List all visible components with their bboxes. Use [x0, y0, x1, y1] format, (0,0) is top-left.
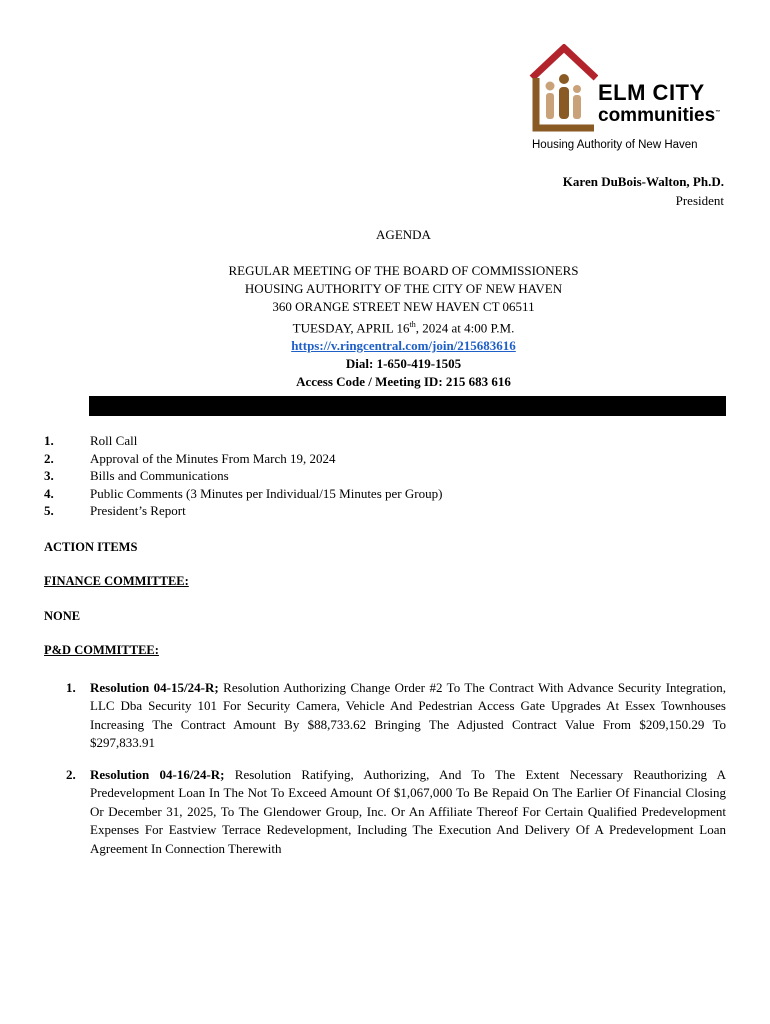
trademark-mark: ™: [715, 109, 721, 116]
logo-tagline: Housing Authority of New Haven: [532, 139, 698, 151]
resolution-label: Resolution 04-15/24-R;: [90, 680, 219, 695]
dial-in: Dial: 1-650-419-1505: [345, 356, 462, 372]
meeting-details: [0, 262, 770, 391]
house-logo-icon: [528, 44, 598, 134]
elm-city-logo: [528, 44, 728, 156]
list-item: 1. Roll Call: [44, 433, 138, 448]
pd-committee-heading: P&D COMMITTEE:: [44, 643, 159, 657]
list-item: 4. Public Comments (3 Minutes per Individual/15 Minutes per Group): [44, 485, 443, 501]
president-name: Karen DuBois-Walton, Ph.D.: [562, 174, 724, 189]
meeting-address: 360 ORANGE STREET NEW HAVEN CT 06511: [272, 299, 535, 314]
resolution-label: Resolution 04-16/24-R;: [90, 767, 225, 782]
list-item: 3. Bills and Communications: [44, 468, 229, 484]
president-title: President: [675, 193, 724, 208]
meeting-link[interactable]: https://v.ringcentral.com/join/215683616: [291, 338, 516, 354]
finance-none: NONE: [44, 609, 81, 623]
meeting-line-2: HOUSING AUTHORITY OF THE CITY OF NEW HAVEN: [244, 281, 563, 296]
president-block: [563, 172, 724, 210]
resolution-item: 1. Resolution 04-15/24-R; Resolution Authorizing Change Order #2 To The Contract With Advance Security Integration, LLC Dba Security 101 For Security Camera, Vehicle And Pedestrian Access Gate Upgrades At Essex Townhouses Increasing The Contract Amount By $88,733.62 Bringing The Adjusted Contract Value From $209,150.29 To $297,833.91: [66, 680, 727, 751]
access-code: Access Code / Meeting ID: 215 683 616: [296, 374, 511, 390]
action-items-heading: ACTION ITEMS: [44, 540, 138, 554]
list-item: 2. Approval of the Minutes From March 19, 2024: [44, 450, 336, 466]
resolution-item: 2. Resolution 04-16/24-R; Resolution Ratifying, Authorizing, And To The Extent Necessary Reauthorizing A Predevelopment Loan In The Not To Exceed Amount Of $1,067,000 To Be Repaid On The Earlier Of Financial Closing Or December 31, 2025, To The Glendower Group, Inc. Or An Affiliate Thereof For Certain Qualified Predevelopment Expenses For Eastview Terrace Redevelopment, Including The Execution And Delivery Of A Predevelopment Loan Agreement In Connection Therewith: [66, 767, 726, 856]
logo-name: ELM CITY: [598, 80, 705, 105]
agenda-items: [44, 432, 442, 520]
finance-committee-heading: FINANCE COMMITTEE:: [44, 574, 189, 588]
meeting-date: TUESDAY, APRIL 16th, 2024 at 4:00 P.M.: [292, 320, 515, 336]
logo-sub: communities™: [598, 105, 721, 126]
list-item: 5. President’s Report: [44, 503, 186, 519]
meeting-line-1: REGULAR MEETING OF THE BOARD OF COMMISSIONERS: [228, 263, 579, 278]
divider-bar: [89, 396, 726, 416]
agenda-title: AGENDA: [376, 227, 431, 242]
